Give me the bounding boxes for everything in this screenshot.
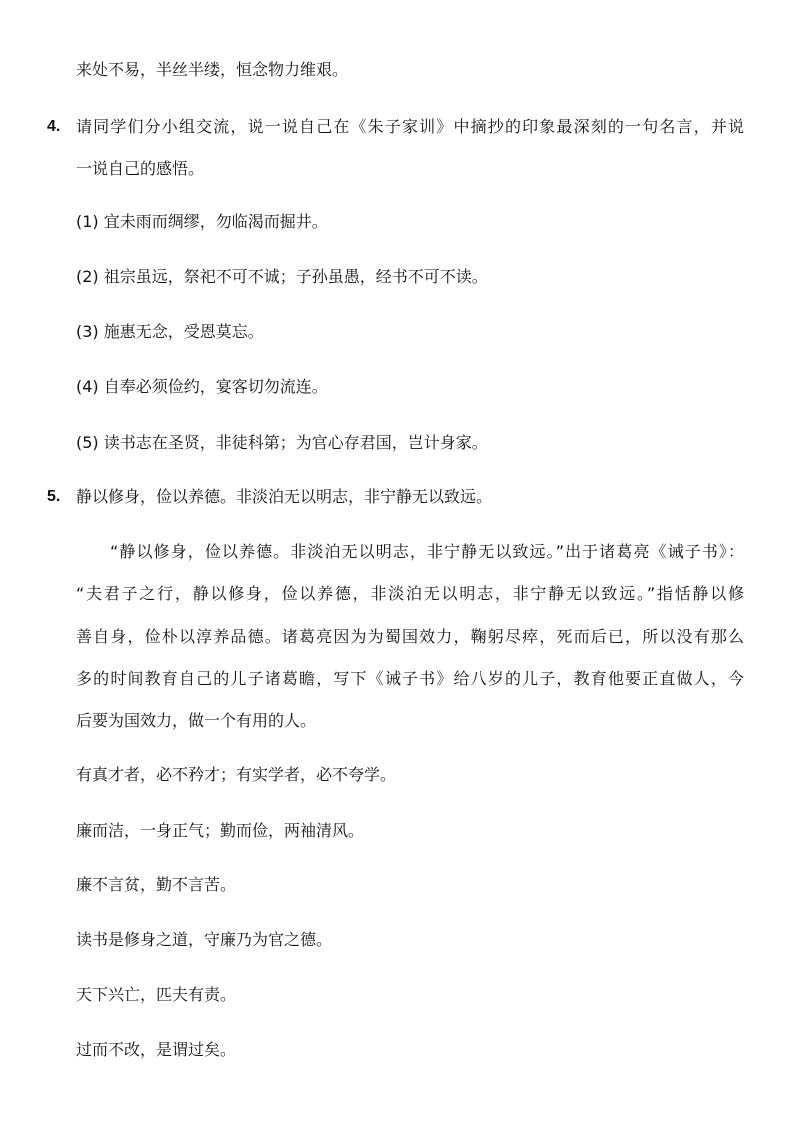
question-5-para-line-4-wrap bbox=[76, 668, 744, 690]
quote-line: 过而不改，是谓过矣。 bbox=[76, 1040, 237, 1059]
question-4-text-line-1: 请同学们分小组交流，说一说自己在《朱子家训》中摘抄的印象最深刻的一句名言，并说 bbox=[76, 117, 744, 136]
question-5-number: 5. bbox=[47, 488, 61, 505]
question-4-number: 4. bbox=[47, 118, 61, 135]
quote-line: 廉而洁，一身正气；勤而俭，两袖清风。 bbox=[76, 821, 365, 840]
question-4-item: (5) 读书志在圣贤，非徒科第；为官心存君国，岂计身家。 bbox=[76, 433, 488, 452]
question-5-paragraph-line: “夫君子之行，静以修身，俭以养德，非淡泊无以明志，非宁静无以致远。”指恬静以修 bbox=[76, 584, 744, 603]
question-4-item: (4) 自奉必须俭约，宴客切勿流连。 bbox=[76, 377, 328, 396]
question-5-paragraph-line: 后要为国效力，做一个有用的人。 bbox=[76, 711, 317, 730]
intro-line: 来处不易，半丝半缕，恒念物力维艰。 bbox=[76, 60, 349, 79]
question-5-paragraph-line: 善自身，俭朴以淳养品德。诸葛亮因为为蜀国效力，鞠躬尽瘁，死而后已，所以没有那么 bbox=[76, 627, 744, 646]
question-4-item: (1) 宜未雨而绸缪，勿临渴而掘井。 bbox=[76, 212, 328, 231]
question-4-line-1-wrap bbox=[76, 116, 744, 138]
question-5-paragraph-line: “静以修身，俭以养德。非淡泊无以明志，非宁静无以致远。”出于诸葛亮《诫子书》： bbox=[110, 542, 744, 561]
question-5-para-line-3-wrap bbox=[76, 626, 744, 648]
question-4-item: (3) 施惠无念，受恩莫忘。 bbox=[76, 322, 264, 341]
question-4-item: (2) 祖宗虽远，祭祀不可不诚；子孙虽愚，经书不可不读。 bbox=[76, 267, 488, 286]
quote-line: 读书是修身之道，守廉乃为官之德。 bbox=[76, 930, 333, 949]
quote-line: 廉不言贫，勤不言苦。 bbox=[76, 875, 237, 894]
quote-line: 天下兴亡，匹夫有责。 bbox=[76, 985, 237, 1004]
question-4-text-line-2: 一说自己的感悟。 bbox=[76, 159, 205, 178]
question-5-para-line-1-wrap bbox=[110, 541, 744, 563]
question-5-paragraph-line: 多的时间教育自己的儿子诸葛瞻，写下《诫子书》给八岁的儿子，教育他要正直做人，今 bbox=[76, 669, 744, 688]
quote-line: 有真才者，必不矜才；有实学者，必不夸学。 bbox=[76, 765, 397, 784]
question-5-heading: 静以修身，俭以养德。非淡泊无以明志，非宁静无以致远。 bbox=[76, 487, 493, 506]
question-5-para-line-2-wrap bbox=[76, 583, 744, 605]
